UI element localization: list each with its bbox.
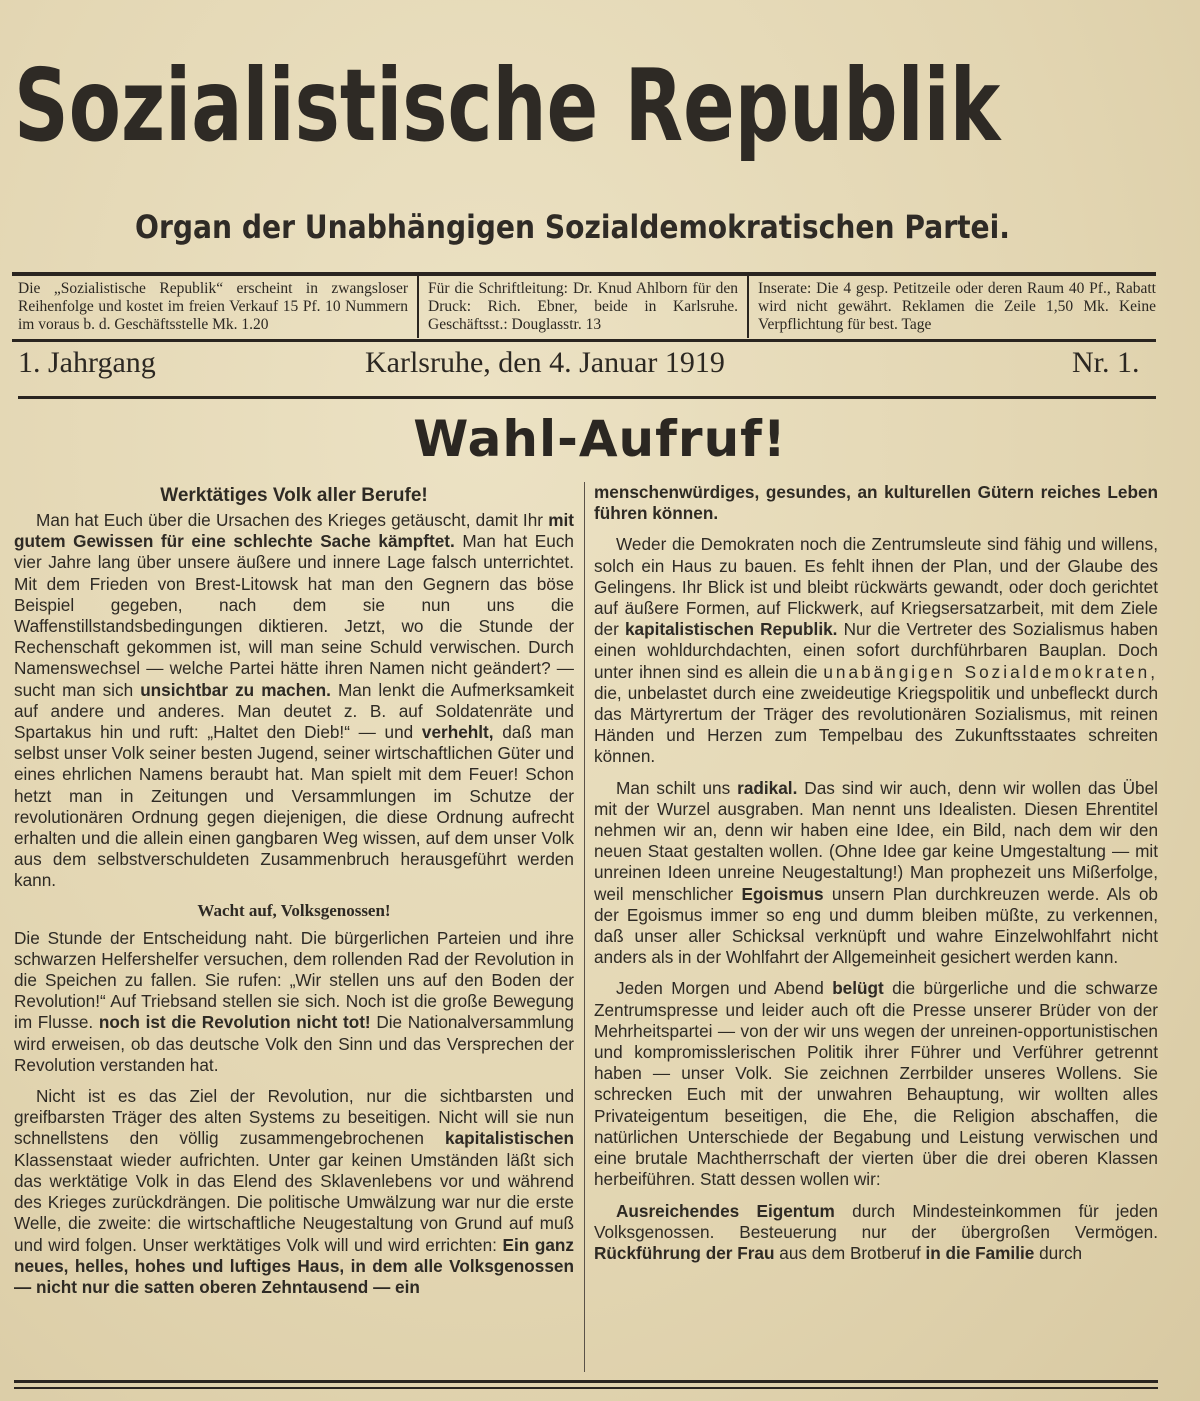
issue-number: Nr. 1. <box>1072 346 1140 379</box>
left-heading: Werktätiges Volk aller Berufe! <box>160 485 428 506</box>
right-paragraph-4: Ausreichendes Eigentum durch Mindesteinkommen für jeden Volksgenossen. Besteuerung nur der übergroßen Vermögen. Rückführung der Frau aus dem Brotberuf in die Familie durch <box>594 1200 1158 1263</box>
bottom-rule-2 <box>14 1387 1158 1389</box>
info-advertising: Inserate: Die 4 gesp. Petitzeile oder deren Raum 40 Pf., Rabatt wird nicht gewährt. Reklamen die Zeile 1,50 Mk. Keine Verpflichtung für best. Tage <box>758 280 1156 333</box>
info-bottom-rule <box>12 339 1156 342</box>
right-paragraph-0: menschenwürdiges, gesundes, an kulturellen Gütern reiches Leben führen können. <box>594 482 1158 524</box>
left-column <box>14 482 574 1374</box>
column-separator <box>584 482 585 1372</box>
info-top-rule <box>12 272 1156 276</box>
right-column <box>594 482 1158 1374</box>
info-divider-2 <box>747 276 749 338</box>
volume-label: 1. Jahrgang <box>18 346 156 379</box>
place-date: Karlsruhe, den 4. Januar 1919 <box>365 346 725 379</box>
bottom-rule <box>14 1380 1158 1383</box>
right-paragraph-1: Weder die Demokraten noch die Zentrumsleute sind fähig und willens, solch ein Haus zu bauen. Es fehlt ihnen der Plan, und der Glaube des Gelingens. Ihr Blick ist und bleibt rückwärts gewandt, oder doch gerichtet auf äußere Formen, auf Flickwerk, auf Kriegsersatzarbeit, mit dem Ziele der kapitalistischen Republik. Nur die Vertreter des Sozialismus haben einen wohldurchdachten, einen sofort durchführbaren Bauplan. Doch unter ihnen sind es allein die unabängigen Sozialdemokraten, die, unbelastet durch eine zweideutige Kriegspolitik und unbefleckt durch das Märtyrertum der Träger des revolutionären Sozialismus, mit reinen Händen und Herzen zum Tempelbau des Zukunftsstaates schreiten können. <box>594 534 1158 767</box>
info-subscription: Die „Sozialistische Republik“ erscheint in zwangsloser Reihenfolge und kostet im freien Verkauf 15 Pf. 10 Nummern im voraus b. d. Geschäftsstelle Mk. 1.20 <box>18 280 408 333</box>
info-divider-1 <box>417 276 419 338</box>
right-paragraph-3: Jeden Morgen und Abend belügt die bürgerliche und die schwarze Zentrumspresse und leider auch oft die Presse unserer Brüder von der Mehrheitspartei — von der wir uns wegen der unreinen-opportunistischen und kompromisslerischen Politik ihrer Führer und Verführer getrennt haben — unser Volk. Sie zeichnen Zerrbilder unseres Wollens. Sie schrecken Euch mit der unwahren Behauptung, wir wollten alles Privateigentum beseitigen, die Ehe, die Religion abschaffen, die natürlichen Unterschiede der Begabung und Leistung verwischen und eine brutale Machtherrschaft der vierten über die drei oberen Klassen herbeiführen. Statt dessen wollen wir: <box>594 978 1158 1190</box>
left-paragraph-2: Die Stunde der Entscheidung naht. Die bürgerlichen Parteien und ihre schwarzen Helfershelfer versuchen, dem rollenden Rad der Revolution in die Speichen zu fallen. Sie rufen: „Wir stellen uns auf den Boden der Revolution!“ Auf Triebsand stellen sie sich. Noch ist die große Bewegung im Flusse. noch ist die Revolution nicht tot! Die Nationalversammlung wird erweisen, ob das deutsche Volk den Sinn und das Versprechen der Revolution verstanden hat. <box>14 927 574 1075</box>
info-editorial: Für die Schriftleitung: Dr. Knud Ahlborn für den Druck: Rich. Ebner, beide in Karlsruhe. Geschäftsst.: Douglasstr. 13 <box>428 280 738 333</box>
left-paragraph-3: Nicht ist es das Ziel der Revolution, nur die sichtbarsten und greifbarsten Träger des alten Systems zu beseitigen. Nicht will sie nun schnellstens den völlig zusammengebrochenen kapitalistischen Klassenstaat wieder aufrichten. Unter gar keinen Umständen läßt sich das werktätige Volk in das Elend des Sklavenlebens vor und während des Krieges zurückdrängen. Die politische Umwälzung war nur die erste Welle, die zweite: die wirtschaftliche Neugestaltung von Grund auf muß und wird folgen. Unser werktätiges Volk will und wird errichten: Ein ganz neues, helles, hohes und luftiges Haus, in dem alle Volksgenossen — nicht nur die satten oberen Zehntausend — ein <box>14 1086 574 1297</box>
headline: Wahl-Aufruf! <box>413 410 787 468</box>
masthead-subtitle: Organ der Unabhängigen Sozialdemokratischen Partei. <box>135 208 1011 246</box>
left-subheading: Wacht auf, Volksgenossen! <box>197 900 391 920</box>
masthead-title: Sozialistische Republik <box>14 47 1001 164</box>
left-paragraph-1: Man hat Euch über die Ursachen des Krieges getäuscht, damit Ihr mit gutem Gewissen für eine schlechte Sache kämpftet. Man hat Euch vier Jahre lang über unsere äußere und innere Lage falsch unterrichtet. Mit dem Frieden von Brest-Litowsk hat man den Gegnern das böse Beispiel gegeben, nach dem sie nun uns die Waffenstillstandsbedingungen diktieren. Jetzt, wo die Stunde der Rechenschaft gekommen ist, will man seine Schuld verwischen. Durch Namenswechsel — welche Partei hätte ihren Namen nicht geändert? — sucht man sich unsichtbar zu machen. Man lenkt die Aufmerksamkeit auf andere und anderes. Man deutet z. B. auf Soldatenräte und Spartakus hin und ruft: „Haltet den Dieb!“ — und verhehlt, daß man selbst unser Volk seiner besten Jugend, seiner wirtschaftlichen Güter und eines ehrlichen Namens beraubt hat. Man spielt mit dem Feuer! Schon hetzt man in Zeitungen und Versammlungen im Schutze der revolutionären Ordnung gegen diejenigen, die diese Ordnung aufrecht erhalten und die allein einen gangbaren Weg wissen, auf dem unser Volk aus dem selbstverschuldeten Zusammenbruch herausgeführt werden kann. <box>14 510 574 891</box>
dateline-rule <box>18 396 1156 399</box>
right-paragraph-2: Man schilt uns radikal. Das sind wir auch, denn wir wollen das Übel mit der Wurzel ausgraben. Man nennt uns Idealisten. Diesen Ehrentitel nehmen wir an, denn wir haben eine Idee, ein Bild, nach dem wir den neuen Staat gestalten wollen. (Ohne Idee gar keine Umgestaltung — mit unreinen Ideen unreine Neugestaltung!) Man prophezeit uns Mißerfolge, weil menschlicher Egoismus unsern Plan durchkreuzen werde. Als ob der Egoismus immer so eng und dumm bleiben müßte, zu verkennen, daß unser aller Schicksal verknüpft und wahre Einzelwohlfahrt nicht anders als in der Wohlfahrt der Allgemeinheit gesichert werden kann. <box>594 777 1158 968</box>
